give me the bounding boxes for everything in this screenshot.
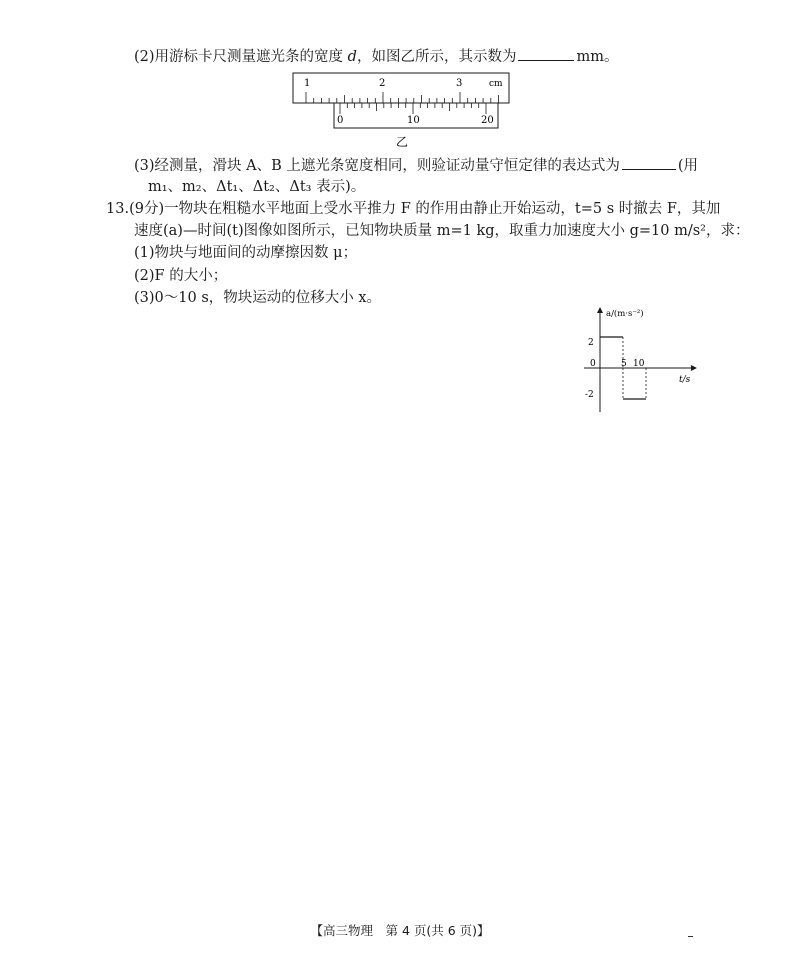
main-scale-label: 3 [456, 78, 463, 89]
page-footer: 【高三物理 第 4 页(共 6 页)】 [310, 923, 490, 938]
main-scale-label: 2 [379, 78, 386, 89]
vernier-scale-ticks [340, 103, 486, 114]
vernier-scale-label: 10 [407, 115, 420, 126]
q12-part2-unit: mm。 [576, 49, 619, 65]
y-tick-label: -2 [585, 390, 594, 400]
x-tick-label: 5 [621, 359, 627, 369]
y-tick-label: 2 [588, 338, 594, 348]
vernier-caliper-figure [292, 72, 522, 152]
q12-part2-line [134, 46, 618, 67]
question-score: (9分) [129, 201, 165, 217]
corner-mark [688, 936, 693, 937]
q12-part3-text: (3)经测量，滑块 A、B 上遮光条宽度相同，则验证动量守恒定律的表达式为 [134, 158, 620, 174]
q13-sub3 [134, 288, 381, 308]
q13-sub1 [134, 243, 357, 263]
x-axis-label: t/s [679, 375, 691, 385]
q13-line1 [106, 199, 720, 219]
q13-line2 [134, 221, 750, 241]
y-tick-label: 0 [590, 359, 596, 369]
width-variable: d [347, 49, 357, 65]
main-scale-frame [293, 73, 509, 103]
vernier-scale-label: 20 [481, 115, 494, 126]
q13-sub2 [134, 266, 227, 286]
q13-subquestion-3: (3)0～10 s，物块运动的位移大小 x。 [134, 290, 382, 306]
q13-stem-line1: 一物块在粗糙水平地面上受水平推力 F 的作用由静止开始运动，t=5 s 时撤去 F，其加 [164, 201, 721, 217]
figure-caption: 乙 [396, 135, 409, 149]
answer-blank-expression[interactable] [622, 155, 676, 170]
question-number: 13. [106, 201, 130, 217]
q13-subquestion-2: (2)F 的大小； [134, 268, 228, 284]
vernier-scale-label: 0 [337, 115, 344, 126]
q12-part3-variables: m₁、m₂、Δt₁、Δt₂、Δt₃ 表示)。 [148, 179, 366, 195]
main-scale-ticks [306, 92, 499, 103]
main-scale-label: 1 [304, 78, 311, 89]
q12-part2-prefix: (2)用游标卡尺测量遮光条的宽度 [134, 49, 344, 65]
q12-part3-line2 [148, 177, 365, 197]
q13-stem-line2: 速度(a)—时间(t)图像如图所示，已知物块质量 m=1 kg，取重力加速度大小 g=10 m/s²，求： [134, 223, 750, 239]
q12-part3-tail: (用 [677, 158, 699, 174]
y-axis-label: a/(m·s⁻²) [606, 309, 644, 319]
q12-part2-middle: ，如图乙所示，其示数为 [356, 49, 517, 65]
q13-subquestion-1: (1)物块与地面间的动摩擦因数 μ； [134, 245, 358, 261]
main-scale-unit: cm [489, 79, 503, 89]
acceleration-time-graph [576, 306, 700, 418]
q12-part3-line1 [134, 155, 698, 176]
answer-blank-width[interactable] [518, 46, 574, 61]
x-tick-label: 10 [633, 359, 645, 369]
